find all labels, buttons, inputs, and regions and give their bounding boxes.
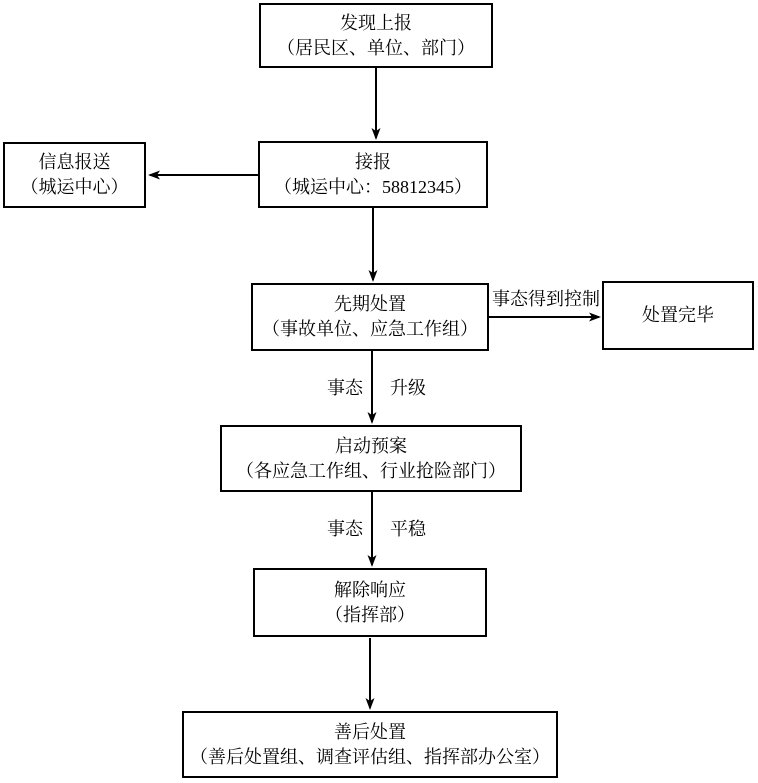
- edge-label-right: 平稳: [390, 519, 426, 539]
- node-title: 接报: [355, 151, 391, 172]
- edge-label-situation-controlled: 事态得到控制: [492, 289, 600, 309]
- edge-label-situation-escalates: [327, 378, 426, 398]
- node-subtitle: （事故单位、应急工作组）: [262, 319, 478, 339]
- node-subtitle: （善后处置组、调查评估组、指挥部办公室）: [190, 746, 550, 767]
- node-title: 信息报送: [38, 152, 111, 172]
- edge-label-situation-stable: [327, 519, 426, 539]
- node-title: 解除响应: [334, 579, 406, 600]
- node-subtitle: （城运中心：58812345）: [274, 176, 472, 197]
- edge-label-left: 事态: [327, 519, 363, 539]
- node-title: 处置完毕: [642, 305, 714, 325]
- edge-label-left: 事态: [327, 378, 363, 398]
- node-receive-report: [258, 141, 488, 208]
- node-aftermath-disposal: [182, 711, 558, 778]
- node-subtitle: （各应急工作组、行业抢险部门）: [236, 460, 506, 481]
- node-subtitle: （居民区、单位、部门）: [277, 37, 475, 58]
- edge-label-right: 升级: [390, 378, 426, 398]
- node-title: 发现上报: [340, 12, 412, 33]
- node-title: 先期处置: [334, 294, 406, 314]
- node-title: 启动预案: [335, 435, 407, 456]
- node-info-submission: [3, 142, 146, 208]
- node-release-response: [253, 568, 487, 637]
- node-subtitle: （指挥部）: [325, 604, 415, 625]
- node-disposal-complete: [602, 281, 754, 350]
- node-subtitle: （城运中心）: [20, 177, 129, 197]
- node-discovery-report: [259, 3, 493, 68]
- node-activate-plan: [220, 425, 522, 492]
- node-initial-disposal: [251, 283, 489, 351]
- node-title: 善后处置: [334, 721, 406, 742]
